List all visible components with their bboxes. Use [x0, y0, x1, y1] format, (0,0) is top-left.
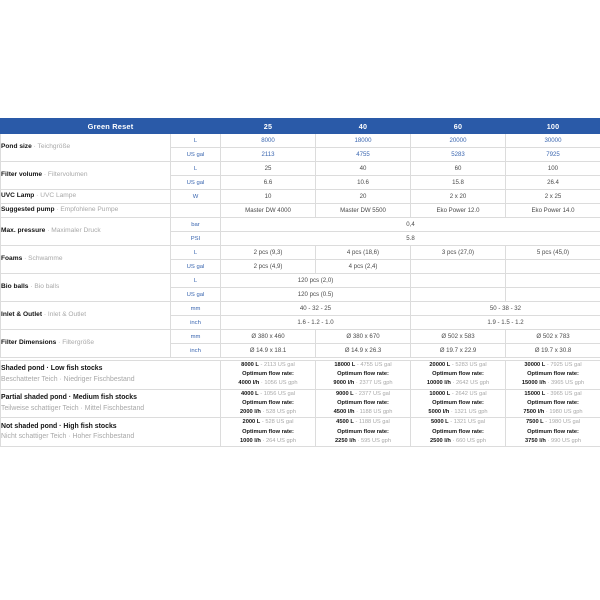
unit-cell: US gal [171, 288, 221, 302]
spec-label-8 [1, 330, 171, 358]
table-row [1, 302, 600, 316]
capacity-us: 1188 US gal [358, 419, 390, 426]
label-separator: · [34, 192, 41, 200]
value-cell: 20000 [411, 134, 506, 148]
value-cell: 18000 [316, 134, 411, 148]
capacity-metric: 8000 L [241, 362, 259, 368]
value-cell: 26.4 [506, 176, 600, 190]
capacity-us: 3965 US gal [550, 390, 582, 397]
model-header-40: 40 [316, 119, 411, 134]
unit-cell: US gal [171, 148, 221, 162]
spec-label-de: Schwamme [28, 255, 63, 263]
value-dash: - [450, 362, 456, 368]
recommendation-row [1, 361, 600, 390]
spec-label-7 [1, 302, 171, 330]
unit-cell: US gal [171, 260, 221, 274]
capacity-metric: 5000 L [430, 419, 449, 426]
model-header-60: 60 [411, 119, 506, 134]
value-cell: 2113 [221, 148, 316, 162]
flow-us: 264 US gph [265, 437, 296, 444]
recommendation-label-de: Teilweise schattiger Teich · Mittel Fischbestand [1, 404, 145, 412]
spec-label-3 [1, 204, 171, 218]
spec-label-de: Inlet & Outlet [47, 311, 87, 319]
value-cell: 15.8 [411, 176, 506, 190]
spec-label-en: Suggested pump [1, 206, 55, 214]
flow-us: 528 US gph [265, 409, 296, 416]
spec-label-de: Maximaler Druck [51, 227, 101, 235]
value-cell: 5 pcs (45,0) [506, 246, 600, 260]
value-dash: - [258, 390, 264, 397]
value-cell: 120 pcs (0.5) [221, 288, 411, 302]
capacity-us: 1321 US gal [453, 419, 486, 426]
unit-cell: inch [171, 344, 221, 358]
recommendation-row [1, 389, 600, 418]
flow-us: 1321 US gph [454, 409, 488, 416]
value-cell: Master DW 5500 [316, 204, 411, 218]
flow-metric: 15000 l/h [521, 380, 546, 387]
label-separator: · [28, 283, 35, 291]
spec-label-de: UVC Lampe [40, 192, 77, 200]
flow-rate-label: Optimum flow rate: [242, 399, 294, 406]
spec-label-en: Filter volume [1, 171, 43, 179]
spec-label-de: Filtergröße [62, 339, 95, 347]
unit-cell: bar [171, 218, 221, 232]
table-row [1, 134, 600, 148]
spec-label-1 [1, 162, 171, 190]
value-cell: Ø 502 x 783 [506, 330, 600, 344]
value-dash: - [545, 362, 551, 368]
flow-rate-label: Optimum flow rate: [337, 428, 389, 435]
flow-us: 1056 US gph [264, 380, 298, 387]
flow-us: 2377 US gph [359, 380, 393, 387]
recommendation-value-cell [411, 361, 506, 390]
flow-us: 3965 US gph [550, 380, 585, 387]
value-dash: · [450, 437, 456, 444]
value-cell: 30000 [506, 134, 600, 148]
table-row [1, 190, 600, 204]
capacity-us: 528 US gal [265, 419, 294, 426]
spec-label-en: Max. pressure [1, 227, 46, 235]
recommendation-label-2 [1, 418, 221, 447]
value-cell [411, 274, 506, 288]
capacity-us: 2113 US gal [263, 362, 295, 368]
value-cell: 5283 [411, 148, 506, 162]
spec-label-2 [1, 190, 171, 204]
label-separator: · [54, 206, 61, 214]
flow-rate-label: Optimum flow rate: [527, 399, 579, 406]
recommendation-value-cell [221, 418, 316, 447]
value-dash: · [545, 437, 551, 444]
spec-label-de: Teichgröße [37, 143, 71, 151]
value-cell: Ø 14.9 x 26.3 [316, 344, 411, 358]
value-dash: · [355, 437, 361, 444]
label-separator: · [31, 143, 38, 151]
model-header-25: 25 [221, 119, 316, 134]
unit-cell: L [171, 162, 221, 176]
value-cell: 1.6 - 1.2 - 1.0 [221, 316, 411, 330]
value-dash: - [450, 390, 456, 397]
flow-rate-label: Optimum flow rate: [337, 399, 389, 406]
recommendation-value-cell [411, 418, 506, 447]
recommendation-value-cell [506, 418, 600, 447]
recommendation-row [1, 418, 600, 447]
flow-us: 660 US gph [455, 437, 486, 444]
value-cell: 10 [221, 190, 316, 204]
value-cell: Ø 502 x 583 [411, 330, 506, 344]
capacity-us: 1980 US gal [548, 419, 581, 426]
recommendation-value-cell [316, 389, 411, 418]
flow-metric: 4000 l/h [238, 380, 260, 387]
label-separator: · [56, 339, 63, 347]
value-cell: 1.9 - 1.5 - 1.2 [411, 316, 600, 330]
value-cell: 0,4 [221, 218, 600, 232]
unit-cell: mm [171, 302, 221, 316]
spec-label-0 [1, 134, 171, 162]
capacity-metric: 4000 L [240, 390, 259, 397]
spec-label-5 [1, 246, 171, 274]
spec-label-en: Filter Dimensions [1, 339, 57, 347]
unit-cell: US gal [171, 176, 221, 190]
value-dash: · [260, 409, 266, 416]
flow-rate-label: Optimum flow rate: [242, 428, 294, 435]
recommendation-label-en: Partial shaded pond · Medium fish stocks [1, 394, 137, 402]
flow-metric: 7500 l/h [523, 409, 545, 416]
value-cell: 8000 [221, 134, 316, 148]
spec-label-de: Empfohlene Pumpe [60, 206, 119, 214]
value-dash: · [450, 380, 456, 387]
value-dash: - [353, 390, 359, 397]
spec-label-de: Bio balls [34, 283, 60, 291]
unit-cell: inch [171, 316, 221, 330]
unit-cell [171, 204, 221, 218]
recommendation-label-0 [1, 361, 221, 390]
value-cell: 25 [221, 162, 316, 176]
specification-sheet [0, 118, 600, 447]
value-cell: 6.6 [221, 176, 316, 190]
unit-cell: mm [171, 330, 221, 344]
capacity-us: 2377 US gal [358, 390, 391, 397]
value-cell: 10.6 [316, 176, 411, 190]
value-cell: 2 pcs (4,9) [221, 260, 316, 274]
value-cell: Master DW 4000 [221, 204, 316, 218]
flow-rate-label: Optimum flow rate: [527, 428, 579, 435]
flow-metric: 1000 l/h [240, 437, 261, 444]
value-cell: Ø 19.7 x 30.8 [506, 344, 600, 358]
table-row [1, 204, 600, 218]
value-cell: 4 pcs (18,6) [316, 246, 411, 260]
spec-label-de: Filtervolumen [47, 171, 88, 179]
capacity-metric: 2000 L [242, 419, 261, 426]
recommendation-value-cell [506, 389, 600, 418]
recommendation-label-en: Shaded pond · Low fish stocks [1, 365, 103, 373]
value-dash: · [259, 380, 265, 387]
recommendation-label-1 [1, 389, 221, 418]
table-row [1, 218, 600, 232]
table-row [1, 330, 600, 344]
spec-label-6 [1, 274, 171, 302]
value-dash: - [355, 362, 361, 368]
value-dash: - [448, 419, 454, 426]
value-cell: 5.8 [221, 232, 600, 246]
value-cell: Ø 14.9 x 18.1 [221, 344, 316, 358]
recommendation-label-de: Beschatteter Teich · Niedriger Fischbestand [1, 375, 135, 383]
flow-metric: 4500 l/h [333, 409, 355, 416]
value-dash: · [545, 380, 551, 387]
unit-cell: L [171, 246, 221, 260]
table-row [1, 246, 600, 260]
label-separator: · [42, 171, 48, 179]
value-cell [411, 260, 506, 274]
capacity-us: 1056 US gal [263, 390, 296, 397]
flow-us: 990 US gph [550, 437, 581, 444]
value-dash: - [353, 419, 359, 426]
value-dash: · [449, 409, 455, 416]
value-cell [506, 274, 600, 288]
value-dash: - [258, 362, 264, 368]
flow-us: 1980 US gph [549, 409, 583, 416]
value-cell: Ø 380 x 460 [221, 330, 316, 344]
value-cell: 60 [411, 162, 506, 176]
label-separator: · [42, 311, 48, 319]
value-dash: - [543, 419, 549, 426]
value-cell: 20 [316, 190, 411, 204]
recommendation-value-cell [411, 389, 506, 418]
specification-table [0, 118, 600, 447]
flow-rate-label: Optimum flow rate: [527, 371, 579, 378]
unit-cell: L [171, 134, 221, 148]
value-dash: · [260, 437, 266, 444]
value-cell: 3 pcs (27,0) [411, 246, 506, 260]
value-dash: - [260, 419, 266, 426]
capacity-metric: 15000 L [524, 390, 546, 397]
flow-rate-label: Optimum flow rate: [242, 371, 294, 378]
recommendation-value-cell [221, 361, 316, 390]
spec-label-en: Inlet & Outlet [1, 311, 43, 319]
value-cell: Ø 380 x 670 [316, 330, 411, 344]
spec-label-4 [1, 218, 171, 246]
value-cell: 40 [316, 162, 411, 176]
flow-rate-label: Optimum flow rate: [432, 428, 484, 435]
capacity-metric: 7500 L [525, 419, 544, 426]
capacity-us: 2642 US gal [455, 390, 487, 397]
flow-metric: 9000 l/h [333, 380, 355, 387]
value-cell: 100 [506, 162, 600, 176]
flow-metric: 10000 l/h [426, 380, 451, 387]
flow-rate-label: Optimum flow rate: [337, 371, 389, 378]
value-cell: Ø 19.7 x 22.9 [411, 344, 506, 358]
capacity-us: 5283 US gal [455, 362, 487, 368]
brand-header-cell: Green Reset [1, 119, 221, 134]
capacity-metric: 4500 L [336, 419, 354, 426]
value-cell [506, 260, 600, 274]
capacity-metric: 10000 L [429, 390, 451, 397]
model-header-100: 100 [506, 119, 600, 134]
recommendation-label-en: Not shaded pond · High fish stocks [1, 422, 117, 430]
capacity-metric: 20000 L [429, 362, 451, 368]
unit-cell: PSI [171, 232, 221, 246]
recommendation-value-cell [221, 389, 316, 418]
flow-us: 1188 US gph [359, 409, 393, 416]
value-cell: 2 pcs (9,3) [221, 246, 316, 260]
flow-rate-label: Optimum flow rate: [432, 371, 484, 378]
value-cell: 4755 [316, 148, 411, 162]
value-cell: 4 pcs (2,4) [316, 260, 411, 274]
unit-cell: W [171, 190, 221, 204]
flow-metric: 2500 l/h [430, 437, 451, 444]
spec-label-en: Foams [1, 255, 23, 263]
flow-us: 595 US gph [360, 437, 391, 444]
spec-label-en: Pond size [1, 143, 32, 151]
recommendation-label-de: Nicht schattiger Teich · Hoher Fischbestand [1, 433, 135, 441]
value-dash: · [354, 409, 360, 416]
flow-metric: 2250 l/h [335, 437, 356, 444]
value-dash: · [544, 409, 550, 416]
table-header-row [1, 119, 600, 134]
table-row [1, 274, 600, 288]
label-separator: · [45, 227, 52, 235]
capacity-metric: 18000 L [334, 362, 356, 368]
flow-metric: 2000 l/h [240, 409, 261, 416]
value-cell: 120 pcs (2,0) [221, 274, 411, 288]
value-cell: 2 x 20 [411, 190, 506, 204]
label-separator: · [22, 255, 29, 263]
recommendation-value-cell [316, 361, 411, 390]
flow-us: 2642 US gph [455, 380, 490, 387]
value-dash: - [545, 390, 551, 397]
recommendation-value-cell [316, 418, 411, 447]
capacity-metric: 30000 L [524, 362, 546, 368]
flow-metric: 3750 l/h [525, 437, 546, 444]
value-cell: 7925 [506, 148, 600, 162]
flow-rate-label: Optimum flow rate: [432, 399, 484, 406]
value-cell: 2 x 25 [506, 190, 600, 204]
spec-label-en: UVC Lamp [1, 192, 35, 200]
spec-label-en: Bio balls [1, 283, 29, 291]
capacity-us: 7925 US gal [550, 362, 582, 368]
value-cell [411, 288, 506, 302]
capacity-metric: 9000 L [335, 390, 354, 397]
value-dash: · [354, 380, 360, 387]
recommendation-value-cell [506, 361, 600, 390]
value-cell [506, 288, 600, 302]
value-cell: 40 - 32 - 25 [221, 302, 411, 316]
value-cell: 50 - 38 - 32 [411, 302, 600, 316]
unit-cell: L [171, 274, 221, 288]
capacity-us: 4755 US gal [360, 362, 392, 368]
flow-metric: 5000 l/h [428, 409, 450, 416]
value-cell: Eko Power 14.0 [506, 204, 600, 218]
value-cell: Eko Power 12.0 [411, 204, 506, 218]
table-row [1, 162, 600, 176]
